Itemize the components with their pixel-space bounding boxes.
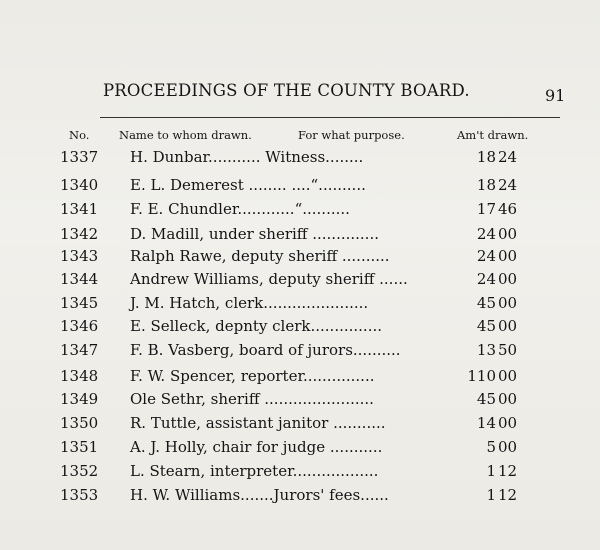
amount-cents: 24 (498, 148, 518, 166)
column-header-name: Name to whom drawn. (119, 128, 252, 142)
amount-dollars: 1 (486, 462, 496, 480)
payee-description: H. W. Williams.......Jurors' fees...... (130, 486, 389, 504)
warrant-number: 1349 (60, 390, 99, 408)
amount-dollars: 13 (476, 341, 496, 359)
payee-description: F. W. Spencer, reporter............... (130, 367, 375, 385)
table-row (0, 247, 600, 271)
warrant-number: 1350 (60, 414, 99, 432)
amount-cents: 24 (498, 176, 518, 194)
table-row (0, 200, 600, 224)
amount-cents: 00 (498, 270, 518, 288)
page-title: PROCEEDINGS OF THE COUNTY BOARD. (103, 81, 470, 100)
amount-cents: 00 (498, 367, 518, 385)
warrant-number: 1347 (60, 341, 99, 359)
payee-description: D. Madill, under sheriff .............. (130, 225, 379, 243)
table-row (0, 270, 600, 294)
table-row (0, 486, 600, 510)
warrant-number: 1337 (60, 148, 99, 166)
table-row (0, 390, 600, 414)
table-row (0, 367, 600, 391)
table-row (0, 176, 600, 200)
column-header-amount: Am't drawn. (457, 128, 529, 142)
amount-cents: 46 (498, 200, 518, 218)
column-header-purpose: For what purpose. (298, 128, 405, 142)
payee-description: L. Stearn, interpreter.................. (130, 462, 379, 480)
payee-description: Ole Sethr, sheriff ....................... (130, 390, 374, 408)
payee-description: Andrew Williams, deputy sheriff ...... (130, 270, 408, 288)
table-row (0, 414, 600, 438)
amount-cents: 00 (498, 438, 518, 456)
amount-dollars: 45 (476, 390, 496, 408)
table-row (0, 317, 600, 341)
table-row (0, 438, 600, 462)
warrant-number: 1346 (60, 317, 99, 335)
warrant-number: 1342 (60, 225, 99, 243)
warrant-number: 1341 (60, 200, 99, 218)
amount-dollars: 24 (476, 225, 496, 243)
amount-dollars: 18 (476, 148, 496, 166)
amount-dollars: 24 (476, 247, 496, 265)
table-row (0, 462, 600, 486)
table-row (0, 341, 600, 365)
header-rule (100, 117, 560, 118)
table-row (0, 148, 600, 172)
payee-description: R. Tuttle, assistant janitor ........... (130, 414, 386, 432)
payee-description: F. E. Chundler............“.......... (130, 200, 350, 218)
table-row (0, 225, 600, 249)
payee-description: A. J. Holly, chair for judge ........... (130, 438, 383, 456)
table-row (0, 294, 600, 318)
amount-dollars: 45 (476, 294, 496, 312)
amount-dollars: 24 (476, 270, 496, 288)
warrant-number: 1344 (60, 270, 99, 288)
warrant-number: 1345 (60, 294, 99, 312)
payee-description: H. Dunbar........... Witness........ (130, 148, 364, 166)
amount-cents: 00 (498, 294, 518, 312)
amount-cents: 00 (498, 390, 518, 408)
amount-cents: 00 (498, 317, 518, 335)
warrant-number: 1340 (60, 176, 99, 194)
amount-cents: 12 (498, 462, 518, 480)
warrant-number: 1348 (60, 367, 99, 385)
payee-description: E. Selleck, depnty clerk............... (130, 317, 383, 335)
payee-description: J. M. Hatch, clerk...................... (130, 294, 369, 312)
amount-cents: 12 (498, 486, 518, 504)
amount-cents: 00 (498, 247, 518, 265)
amount-dollars: 5 (486, 438, 496, 456)
warrant-number: 1352 (60, 462, 99, 480)
amount-dollars: 110 (467, 367, 496, 385)
payee-description: E. L. Demerest ........ ....“.......... (130, 176, 366, 194)
amount-cents: 50 (498, 341, 518, 359)
amount-dollars: 18 (476, 176, 496, 194)
amount-cents: 00 (498, 225, 518, 243)
amount-dollars: 17 (476, 200, 496, 218)
amount-cents: 00 (498, 414, 518, 432)
column-header-no: No. (69, 128, 90, 142)
amount-dollars: 14 (476, 414, 496, 432)
amount-dollars: 1 (486, 486, 496, 504)
amount-dollars: 45 (476, 317, 496, 335)
warrant-number: 1351 (60, 438, 99, 456)
warrant-number: 1343 (60, 247, 99, 265)
warrant-number: 1353 (60, 486, 99, 504)
payee-description: Ralph Rawe, deputy sheriff .......... (130, 247, 390, 265)
payee-description: F. B. Vasberg, board of jurors.......... (130, 341, 401, 359)
page-number: 91 (545, 86, 566, 105)
